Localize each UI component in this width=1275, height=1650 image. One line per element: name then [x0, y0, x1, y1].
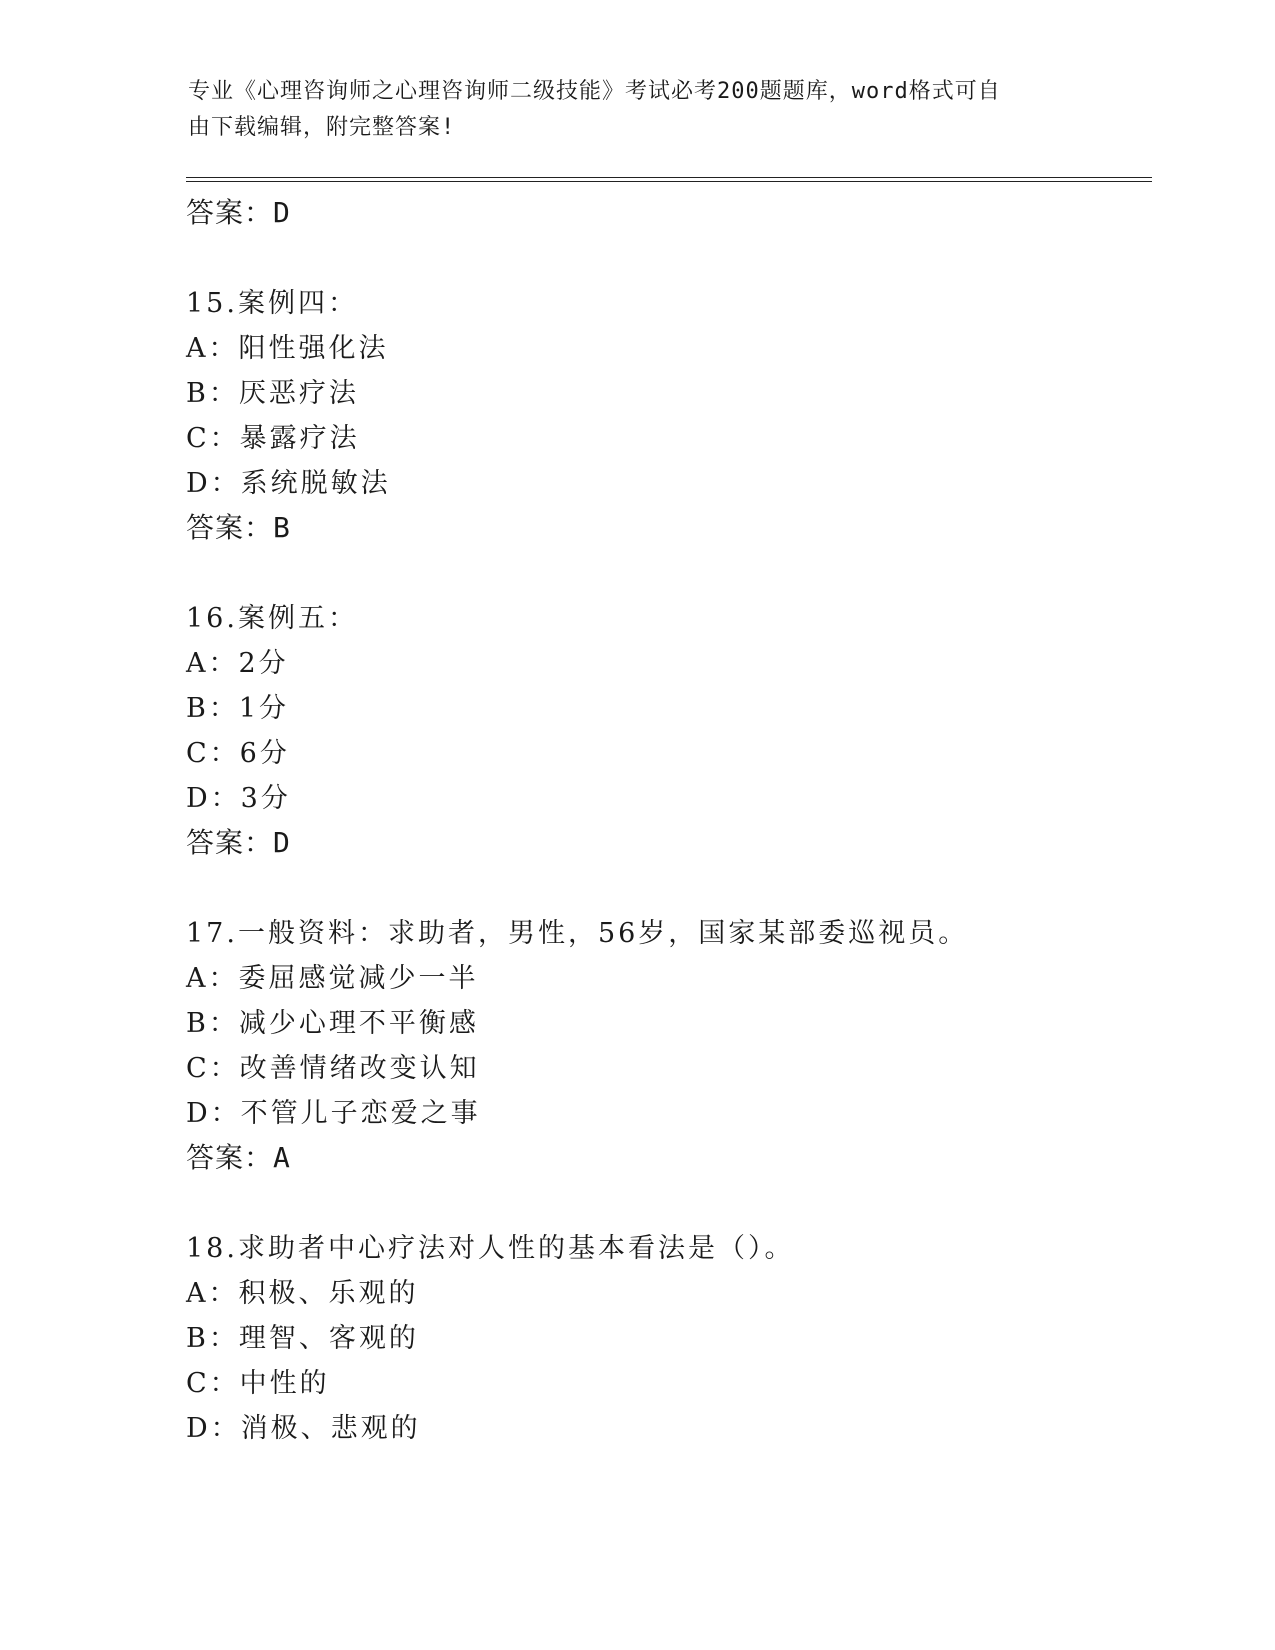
question-16-option-c: C：6分	[186, 738, 290, 769]
question-18-option-c: C：中性的	[186, 1368, 330, 1399]
question-17-answer: 答案：A	[186, 1141, 291, 1174]
question-15-option-c: C：暴露疗法	[186, 423, 360, 454]
question-16-option-d: D：3分	[186, 783, 291, 814]
question-17-option-b: B：减少心理不平衡感	[186, 1008, 479, 1039]
question-15-option-d: D：系统脱敏法	[186, 468, 391, 499]
question-17-option-a: A：委屈感觉减少一半	[186, 963, 479, 994]
header-rule-top	[186, 177, 1152, 178]
header-line-2: 由下载编辑，附完整答案!	[188, 115, 456, 140]
question-16-option-a: A：2分	[186, 648, 289, 679]
answer-prev: 答案：D	[186, 196, 291, 229]
question-16-answer: 答案：D	[186, 826, 291, 859]
question-15-stem: 15.案例四：	[186, 288, 358, 319]
question-18-option-b: B：理智、客观的	[186, 1323, 419, 1354]
question-15-option-a: A：阳性强化法	[186, 333, 389, 364]
question-16-option-b: B：1分	[186, 693, 290, 724]
question-15-answer: 答案：B	[186, 511, 291, 544]
question-18-option-d: D：消极、悲观的	[186, 1413, 421, 1444]
question-17-stem: 17.一般资料：求助者，男性，56岁，国家某部委巡视员。	[186, 918, 969, 949]
header-line-1: 专业《心理咨询师之心理咨询师二级技能》考试必考200题题库，word格式可自	[188, 79, 1001, 104]
question-15-option-b: B：厌恶疗法	[186, 378, 359, 409]
document-header	[188, 74, 1068, 146]
header-rule-bottom	[186, 181, 1152, 182]
question-17-option-c: C：改善情绪改变认知	[186, 1053, 480, 1084]
question-17-option-d: D：不管儿子恋爱之事	[186, 1098, 481, 1129]
question-16-stem: 16.案例五：	[186, 603, 358, 634]
question-18-stem: 18.求助者中心疗法对人性的基本看法是（）。	[186, 1233, 795, 1264]
question-18-option-a: A：积极、乐观的	[186, 1278, 419, 1309]
